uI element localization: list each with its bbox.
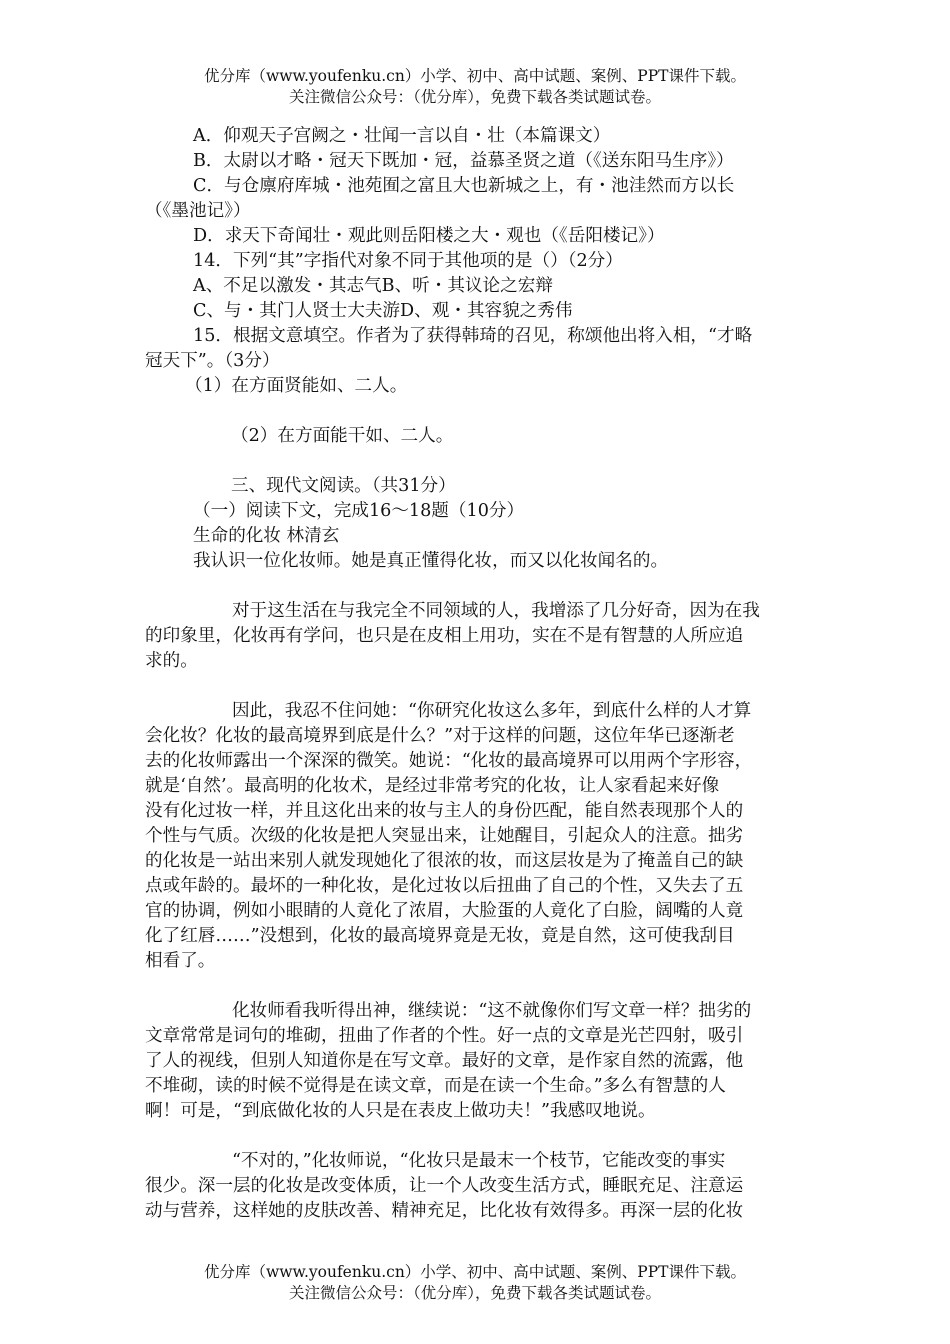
document-body [145, 124, 810, 1224]
paragraph-line: 化妆师看我听得出神，继续说：“这不就像你们写文章一样？拙劣的 [232, 1001, 752, 1021]
q13-option-d: D．求天下奇闻壮・观此则岳阳楼之大・观也（《岳阳楼记》） [193, 226, 665, 246]
paragraph-line: 不堆砌，读的时候不觉得是在读文章，而是在读一个生命。”多么有智慧的人 [145, 1076, 726, 1096]
paragraph-line: 啊！可是，“到底做化妆的人只是在表皮上做功夫！”我感叹地说。 [145, 1101, 656, 1121]
section-3-title: 三、现代文阅读。（共31分） [231, 476, 456, 496]
paragraph-line: 化了红唇……”没想到，化妆的最高境界竟是无妆，竟是自然，这可使我刮目 [145, 926, 735, 946]
paragraph-line: 相看了。 [145, 951, 216, 971]
paragraph-line: 点或年龄的。最坏的一种化妆，是化过妆以后扭曲了自己的个性，又失去了五 [145, 876, 744, 896]
paragraph-line: 了人的视线，但别人知道你是在写文章。最好的文章，是作家自然的流露，他 [145, 1051, 744, 1071]
paragraph-line: 官的协调，例如小眼睛的人竟化了浓眉，大脸蛋的人竟化了白脸，阔嘴的人竟 [145, 901, 744, 921]
q13-option-c-cont: （《墨池记》） [145, 201, 251, 221]
q13-option-b: B．太尉以才略・冠天下既加・冠，益慕圣贤之道（《送东阳马生序》） [193, 151, 734, 171]
paragraph-line: 很少。深一层的化妆是改变体质，让一个人改变生活方式，睡眠充足、注意运 [145, 1176, 744, 1196]
article-paragraph-2 [145, 699, 810, 974]
paragraph-line: “不对的，”化妆师说，“化妆只是最末一个枝节，它能改变的事实 [232, 1151, 726, 1171]
paragraph-line: 的化妆是一站出来别人就发现她化了很浓的妆，而这层妆是为了掩盖自己的缺 [145, 851, 744, 871]
paragraph-line: 就是‘自然’。最高明的化妆术，是经过非常考究的化妆，让人家看起来好像 [145, 776, 720, 796]
page-footer [0, 1262, 950, 1304]
paragraph-line: 会化妆？化妆的最高境界到底是什么？”对于这样的问题，这位年华已逐渐老 [145, 726, 735, 746]
q14-stem: 14．下列“其”字指代对象不同于其他项的是（）（2分） [193, 251, 623, 271]
article-paragraph-1 [145, 599, 810, 674]
paragraph-line: 动与营养，这样她的皮肤改善、精神充足，比化妆有效得多。再深一层的化妆 [145, 1201, 744, 1221]
q13-option-a: A．仰观天子宫阙之・壮闻一言以自・壮（本篇课文） [193, 126, 611, 146]
header-line-1: 优分库（www.youfenku.cn）小学、初中、高中试题、案例、PPT课件下载。 [203, 67, 747, 85]
article-paragraph-4 [145, 1149, 810, 1224]
paragraph-line: 的印象里，化妆再有学问，也只是在皮相上用功，实在不是有智慧的人所应追 [145, 626, 744, 646]
footer-line-2: 关注微信公众号：（优分库），免费下载各类试题试卷。 [288, 1284, 661, 1302]
article-paragraph-3 [145, 999, 810, 1124]
section-3-part-1: （一）阅读下文，完成16～18题（10分） [193, 501, 525, 521]
article-paragraph-0: 我认识一位化妆师。她是真正懂得化妆，而又以化妆闻名的。 [193, 551, 669, 571]
paragraph-line: 对于这生活在与我完全不同领域的人，我增添了几分好奇，因为在我 [232, 601, 760, 621]
article-title: 生命的化妆 林清玄 [193, 526, 340, 546]
page-header [0, 66, 950, 108]
paragraph-line: 去的化妆师露出一个深深的微笑。她说：“化妆的最高境界可以用两个字形容， [145, 751, 753, 771]
q13-option-c: C．与仓廪府库城・池苑囿之富且大也新城之上，有・池洼然而方以长 [193, 176, 735, 196]
q14-options-ab: A、不足以激发・其志气B、听・其议论之宏辩 [193, 276, 553, 296]
q15-stem: 15．根据文意填空。作者为了获得韩琦的召见，称颂他出将入相，“才略 [193, 326, 753, 346]
paragraph-line: 个性与气质。次级的化妆是把人突显出来，让她醒目，引起众人的注意。拙劣 [145, 826, 744, 846]
paragraph-line: 因此，我忍不住问她：“你研究化妆这么多年，到底什么样的人才算 [232, 701, 752, 721]
header-line-2: 关注微信公众号：（优分库），免费下载各类试题试卷。 [288, 88, 661, 106]
q15-sub-1: （1）在方面贤能如、二人。 [185, 376, 408, 396]
q15-sub-2: （2）在方面能干如、二人。 [231, 426, 454, 446]
q15-stem-cont: 冠天下”。（3分） [145, 351, 280, 371]
footer-line-1: 优分库（www.youfenku.cn）小学、初中、高中试题、案例、PPT课件下载。 [203, 1263, 747, 1281]
paragraph-line: 文章常常是词句的堆砌，扭曲了作者的个性。好一点的文章是光芒四射，吸引 [145, 1026, 744, 1046]
paragraph-line: 没有化过妆一样，并且这化出来的妆与主人的身份匹配，能自然表现那个人的 [145, 801, 744, 821]
q14-options-cd: C、与・其门人贤士大夫游D、观・其容貌之秀伟 [193, 301, 573, 321]
paragraph-line: 求的。 [145, 651, 198, 671]
